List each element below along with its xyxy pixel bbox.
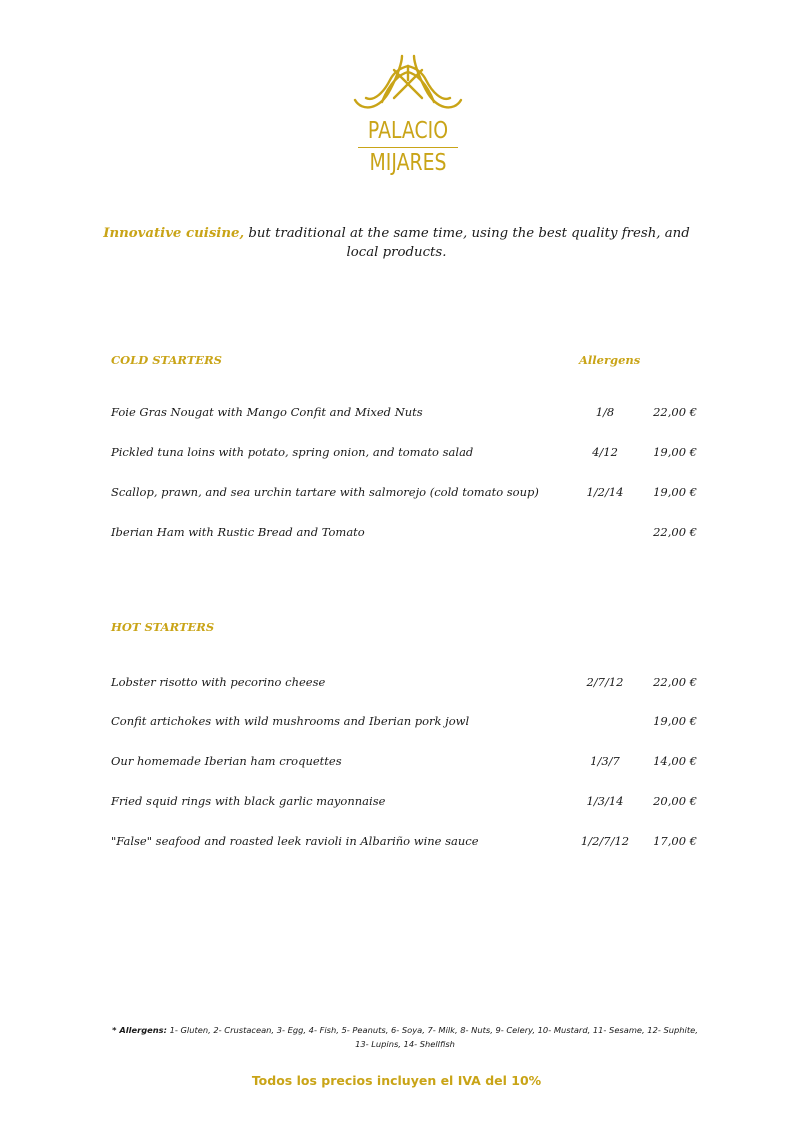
logo-emblem-icon — [350, 50, 466, 120]
dish-price: 22,00 € — [653, 405, 697, 419]
menu-row — [111, 714, 701, 732]
dish-price: 19,00 € — [653, 485, 697, 499]
dish-allergens: 1/3/7 — [590, 754, 620, 768]
dish-name: Lobster risotto with pecorino cheese — [111, 675, 326, 689]
dish-allergens: 1/8 — [595, 405, 615, 419]
allergens-footnote — [110, 1023, 700, 1051]
menu-row — [111, 675, 701, 693]
dish-name: Our homemade Iberian ham croquettes — [111, 754, 342, 768]
intro-accent: Innovative cuisine, — [103, 226, 245, 241]
logo-divider — [358, 147, 458, 148]
menu-row — [111, 405, 701, 423]
dish-name: Scallop, prawn, and sea urchin tartare with salmorejo (cold tomato soup) — [111, 485, 539, 499]
dish-price: 19,00 € — [653, 714, 697, 728]
dish-name: Pickled tuna loins with potato, spring onion, and tomato salad — [111, 445, 474, 459]
dish-name: Confit artichokes with wild mushrooms and Iberian pork jowl — [111, 714, 470, 728]
dish-allergens: 1/2/7/12 — [580, 834, 630, 848]
dish-price: 20,00 € — [653, 794, 697, 808]
vat-note: Todos los precios incluyen el IVA del 10% — [251, 1073, 542, 1088]
dish-name: "False" seafood and roasted leek ravioli in Albariño wine sauce — [111, 834, 479, 848]
dish-allergens: 2/7/12 — [586, 675, 624, 689]
intro-body: but traditional at the same time, using the best quality fresh, and local products. — [244, 226, 690, 260]
menu-row — [111, 754, 701, 772]
logo-line-1: PALACIO — [367, 118, 449, 144]
dish-name: Iberian Ham with Rustic Bread and Tomato — [111, 525, 365, 539]
allergens-column-header: Allergens — [579, 353, 641, 367]
dish-price: 17,00 € — [653, 834, 697, 848]
menu-row — [111, 794, 701, 812]
menu-row — [111, 834, 701, 852]
dish-price: 14,00 € — [653, 754, 697, 768]
cold-starters-title: COLD STARTERS — [111, 353, 222, 367]
dish-price: 19,00 € — [653, 445, 697, 459]
logo-line-2: MIJARES — [369, 150, 447, 176]
dish-name: Foie Gras Nougat with Mango Confit and Mixed Nuts — [111, 405, 423, 419]
menu-row — [111, 485, 701, 503]
dish-price: 22,00 € — [653, 675, 697, 689]
menu-row — [111, 525, 701, 543]
dish-price: 22,00 € — [653, 525, 697, 539]
dish-name: Fried squid rings with black garlic mayonnaise — [111, 794, 386, 808]
palacio-mijares-logo — [350, 50, 466, 178]
footnote-label: * Allergens: — [112, 1025, 167, 1035]
dish-allergens: 4/12 — [592, 445, 618, 459]
dish-allergens: 1/2/14 — [586, 485, 624, 499]
footnote-text: 1- Gluten, 2- Crustacean, 3- Egg, 4- Fish, 5- Peanuts, 6- Soya, 7- Milk, 8- Nuts, 9- Celery, 10- Mustard, 11- Sesame, 12- Suphite, 13- Lupins, 14- Shellfish — [166, 1025, 698, 1049]
intro-text — [100, 224, 693, 262]
hot-starters-title: HOT STARTERS — [111, 620, 215, 634]
menu-row — [111, 445, 701, 463]
dish-allergens: 1/3/14 — [586, 794, 624, 808]
